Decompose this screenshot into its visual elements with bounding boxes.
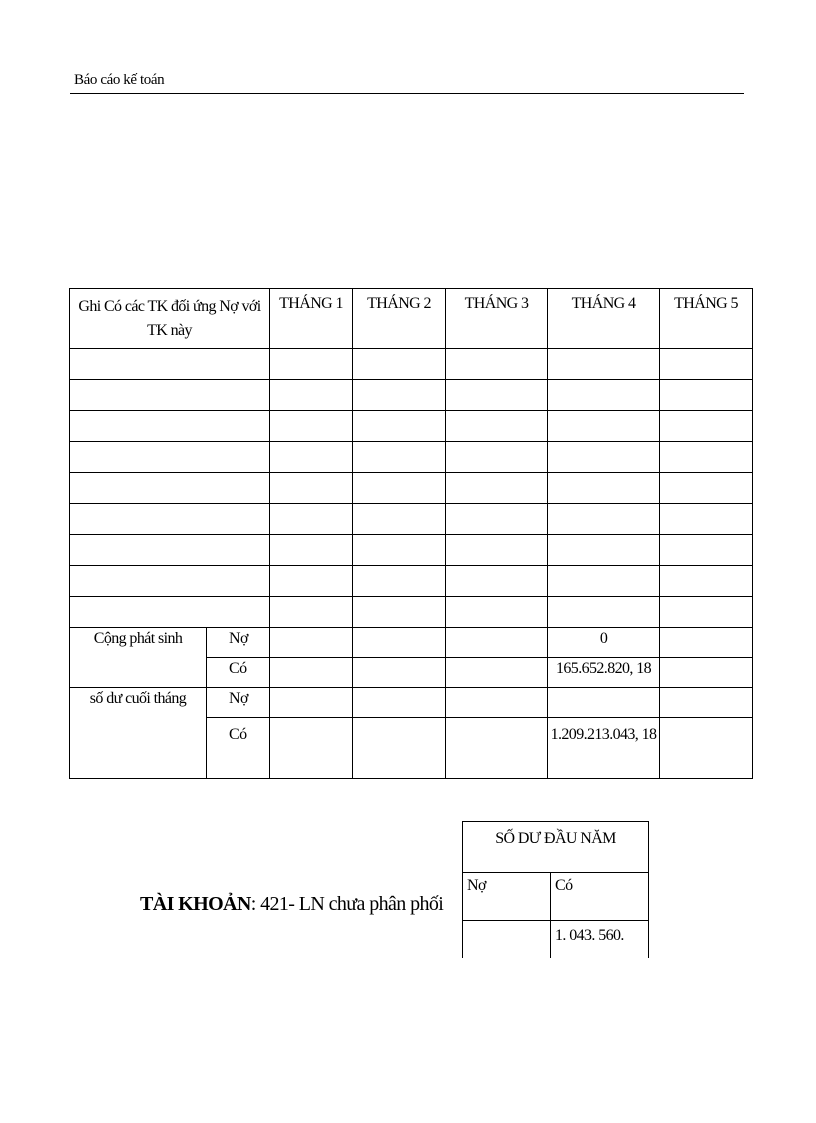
opening-balance-title-row: [463, 822, 649, 873]
opening-balance-table: [462, 821, 649, 961]
account-label: TÀI KHOẢN: [140, 893, 251, 915]
ledger-table: [69, 288, 753, 779]
month-header-2: THÁNG 2: [353, 289, 446, 349]
page-blank-area: [0, 958, 816, 1123]
so-du-cuoi-thang-co-label: Có: [207, 718, 270, 779]
month-header-3: THÁNG 3: [446, 289, 548, 349]
cong-phat-sinh-no-row: [70, 628, 753, 658]
month-header-5: THÁNG 5: [660, 289, 753, 349]
cong-phat-sinh-label: Cộng phát sinh: [70, 628, 207, 688]
cong-phat-sinh-no-label: Nợ: [207, 628, 270, 658]
month-header-1: THÁNG 1: [270, 289, 353, 349]
table-row: [70, 473, 753, 504]
table-row: [70, 504, 753, 535]
table-row: [70, 597, 753, 628]
table-row: [70, 349, 753, 380]
cong-phat-sinh-no-thang4: 0: [548, 628, 660, 658]
account-value: : 421- LN chưa phân phối: [250, 893, 444, 915]
opening-balance-no-label: Nợ: [463, 873, 551, 921]
table-row: [70, 411, 753, 442]
opening-balance-co-label: Có: [551, 873, 649, 921]
opening-balance-columns-row: [463, 873, 649, 921]
month-header-4: THÁNG 4: [548, 289, 660, 349]
opening-balance-co-value: 1. 043. 560.: [551, 921, 649, 961]
so-du-cuoi-thang-no-row: [70, 688, 753, 718]
opening-balance-title: SỐ DƯ ĐẦU NĂM: [463, 822, 649, 873]
ledger-header-label: Ghi Có các TK đối ứng Nợ với TK này: [70, 289, 270, 349]
table-row: [70, 535, 753, 566]
cong-phat-sinh-co-label: Có: [207, 658, 270, 688]
table-row: [70, 380, 753, 411]
opening-balance-no-value: [463, 921, 551, 961]
ledger-header-row: [70, 289, 753, 349]
page-header-title: Báo cáo kế toán: [74, 72, 165, 88]
cong-phat-sinh-co-thang4: 165.652.820, 18: [548, 658, 660, 688]
so-du-cuoi-thang-co-thang4: 1.209.213.043, 18: [548, 718, 660, 779]
table-row: [70, 566, 753, 597]
so-du-cuoi-thang-no-label: Nợ: [207, 688, 270, 718]
so-du-cuoi-thang-label: số dư cuối tháng: [70, 688, 207, 779]
header-divider: [70, 93, 744, 94]
table-row: [70, 442, 753, 473]
opening-balance-values-row: [463, 921, 649, 961]
account-title: [140, 893, 443, 916]
